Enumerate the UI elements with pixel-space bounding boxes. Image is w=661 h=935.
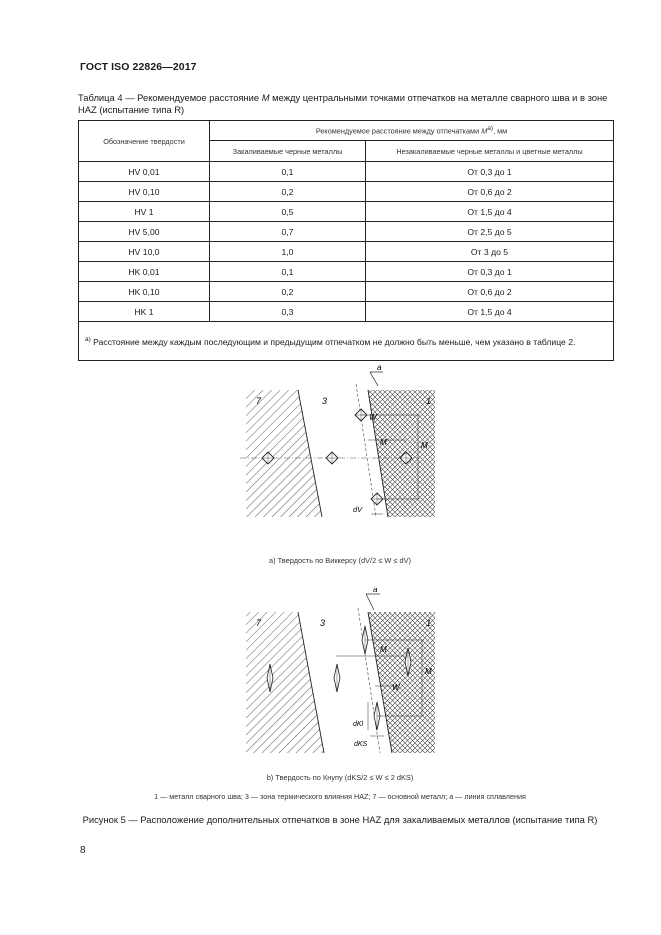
table-row [79,182,614,202]
table-row [79,262,614,282]
table-row [79,302,614,322]
document-header: ГОСТ ISO 22826—2017 [80,61,197,73]
header-hardened: Закаливаемые черные металлы [210,141,366,162]
label-7: 7 [256,618,262,628]
cell-hardened: 0,1 [210,262,366,282]
cell-hardness: HK 0,10 [79,282,210,302]
table-row [79,282,614,302]
fusion-pointer [366,594,374,610]
cell-hardness: HK 1 [79,302,210,322]
cell-hardened: 0,1 [210,162,366,182]
cell-hardness: HV 0,10 [79,182,210,202]
table-row [79,222,614,242]
label-3: 3 [322,396,328,406]
cell-nonhardened: От 0,3 до 1 [366,162,614,182]
label-dv: dV [353,505,363,514]
header-group [210,121,614,141]
label-W: W [392,683,400,692]
figure-title: Рисунок 5 — Расположение дополнительных отпечатков в зоне HAZ для закаливаемых металлов (испытание типа R) [82,814,598,825]
header-group-suffix: , мм [493,126,508,136]
cell-hardened: 0,5 [210,202,366,222]
label-W: W [369,413,377,422]
header-hardness: Обозначение твердости [79,121,210,162]
table-row [79,202,614,222]
label-dkl: dKl [353,721,364,728]
cell-hardened: 1,0 [210,242,366,262]
label-M: M [380,645,387,654]
base-metal-area [246,612,324,753]
cell-hardness: HV 5,00 [79,222,210,242]
cell-hardness: HK 0,01 [79,262,210,282]
header-group-prefix: Рекомендуемое расстояние между отпечатками [315,126,482,136]
cell-nonhardened: От 3 до 5 [366,242,614,262]
figure-b-knoop [240,588,445,758]
table-row [79,242,614,262]
label-1: 1 [426,618,432,628]
cell-hardened: 0,3 [210,302,366,322]
table-row [79,162,614,182]
label-a: a [373,588,378,594]
cell-hardened: 0,7 [210,222,366,242]
label-M-vertical: M [421,441,428,450]
table-caption [78,92,618,116]
caption-suffix: между центральными точками отпечатков на металле сварного шва и в зоне HAZ (испытание типа R) [78,92,608,115]
label-M: M [380,438,387,447]
knoop-indent [334,664,340,692]
vickers-indent [326,452,338,464]
cell-nonhardened: От 1,5 до 4 [366,302,614,322]
base-metal-area [246,390,322,517]
header-nonhardened: Незакаливаемые черные металлы и цветные металлы [366,141,614,162]
label-7: 7 [256,396,262,406]
page-number: 8 [80,845,86,856]
figure-a-vickers [240,362,445,522]
figure-a-caption: а) Твердость по Виккерсу (dV/2 ≤ W ≤ dV) [268,556,412,565]
label-a: a [377,363,382,372]
distance-table [78,120,614,361]
fusion-pointer [370,372,378,386]
cell-nonhardened: От 1,5 до 4 [366,202,614,222]
cell-hardened: 0,2 [210,282,366,302]
label-M-vertical: M [425,667,432,676]
cell-nonhardened: От 0,6 до 2 [366,182,614,202]
header-group-var: M [481,126,488,136]
figure-legend: 1 — металл сварного шва; 3 — зона термического влияния HAZ; 7 — основной металл; a — линия сплавления [154,792,526,801]
cell-hardness: HV 10,0 [79,242,210,262]
cell-hardness: HV 0,01 [79,162,210,182]
label-dks: dKS [354,741,368,748]
label-1: 1 [426,396,432,406]
weld-metal-area [368,612,435,753]
figure-b-caption: b) Твердость по Кнупу (dKS/2 ≤ W ≤ 2 dKS) [266,773,414,782]
table-footnote [79,322,614,361]
caption-variable: M [261,92,270,103]
cell-hardened: 0,2 [210,182,366,202]
cell-hardness: HV 1 [79,202,210,222]
cell-nonhardened: От 0,6 до 2 [366,282,614,302]
label-3: 3 [320,618,326,628]
header-group-sup: a) [487,125,494,133]
footnote-text: Расстояние между каждым последующим и предыдущим отпечатком не должно быть меньше, чем указано в таблице 2. [90,336,576,347]
cell-nonhardened: От 0,3 до 1 [366,262,614,282]
cell-nonhardened: От 2,5 до 5 [366,222,614,242]
caption-prefix: Таблица 4 — Рекомендуемое расстояние [78,92,262,103]
footnote-mark: a) [85,335,91,343]
